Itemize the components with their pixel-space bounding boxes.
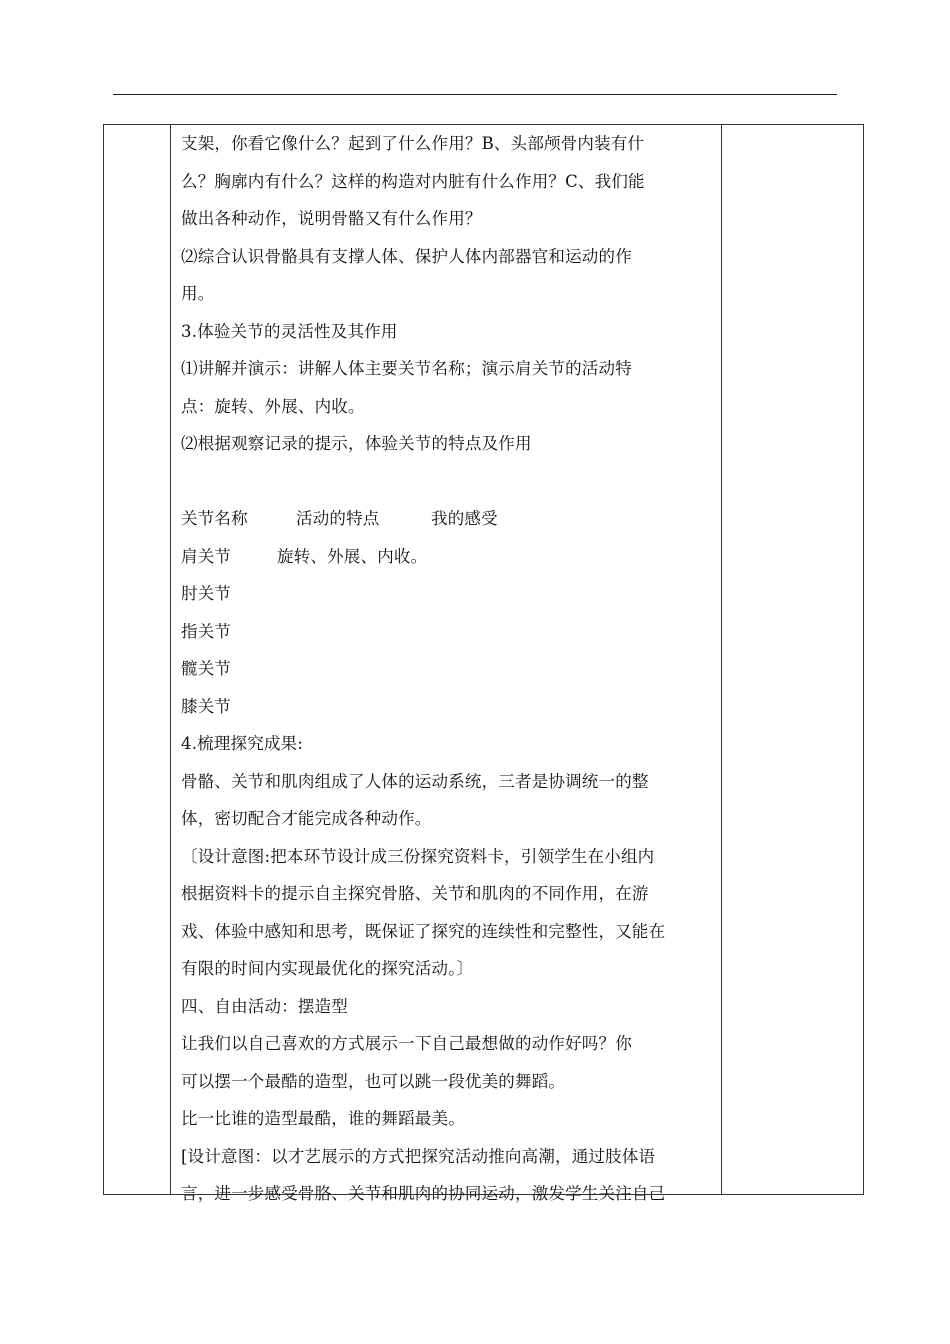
joint-feature: 旋转、外展、内收。 xyxy=(277,546,428,566)
joint-name: 肩关节 xyxy=(181,546,232,566)
text-line: 支架，你看它像什么？起到了什么作用？B、头部颅骨内装有什 xyxy=(181,134,645,153)
joint-row xyxy=(181,688,721,726)
text-line: ⑴讲解并演示：讲解人体主要关节名称；演示肩关节的活动特 xyxy=(181,359,632,378)
design-intent-line: 有限的时间内实现最优化的探究活动。〕 xyxy=(181,959,474,978)
column-divider-right xyxy=(721,125,722,1194)
text-line: ⑵综合认识骨骼具有支撑人体、保护人体内部器官和运动的作 xyxy=(181,246,632,266)
lesson-content-cell xyxy=(181,125,721,1213)
joint-name: 肘关节 xyxy=(181,584,232,603)
column-divider-left xyxy=(170,125,171,1194)
text-line: 可以摆一个最酷的造型，也可以跳一段优美的舞蹈。 xyxy=(181,1071,566,1091)
header-joint-name: 关节名称 xyxy=(181,509,248,528)
header-feeling: 我的感受 xyxy=(431,509,498,528)
design-intent-line: 〔设计意图:把本环节设计成三份探究资料卡，引领学生在小组内 xyxy=(181,846,655,866)
design-intent-line: 根据资料卡的提示自主探究骨胳、关节和肌肉的不同作用，在游 xyxy=(181,884,649,903)
text-line: ⑵根据观察记录的提示，体验关节的特点及作用 xyxy=(181,434,532,453)
joint-row xyxy=(181,613,721,651)
blank-line xyxy=(181,463,721,501)
design-intent-line: 言，进一步感受骨胳、关节和肌肉的协同运动，激发学生关注自己 xyxy=(181,1184,666,1203)
text-line: 用。 xyxy=(181,284,215,303)
joint-row xyxy=(181,538,721,576)
text-line: 骨骼、关节和肌肉组成了人体的运动系统，三者是协调统一的整 xyxy=(181,771,649,791)
section-heading: 四、自由活动：摆造型 xyxy=(181,996,348,1016)
section-heading: 3.体验关节的灵活性及其作用 xyxy=(181,321,398,341)
joint-row xyxy=(181,575,721,613)
section-heading: 4.梳理探究成果: xyxy=(181,734,304,753)
joint-table-header xyxy=(181,500,721,538)
text-line: 做出各种动作，说明骨骼又有什么作用？ xyxy=(181,209,482,228)
text-line: 比一比谁的造型最酷，谁的舞蹈最美。 xyxy=(181,1109,465,1128)
header-rule xyxy=(113,94,837,95)
text-line: 点：旋转、外展、内收。 xyxy=(181,396,365,416)
joint-name: 髋关节 xyxy=(181,659,232,678)
header-feature: 活动的特点 xyxy=(296,509,380,528)
text-line: 让我们以自己喜欢的方式展示一下自己最想做的动作好吗？你 xyxy=(181,1034,632,1053)
joint-name: 指关节 xyxy=(181,621,232,641)
design-intent-line: 戏、体验中感知和思考，既保证了探究的连续性和完整性，又能在 xyxy=(181,921,666,941)
lesson-table xyxy=(103,124,864,1203)
text-line: 么？胸廓内有什么？这样的构造对内脏有什么作用？C、我们能 xyxy=(181,171,645,191)
joint-row xyxy=(181,650,721,688)
text-line: 体，密切配合才能完成各种动作。 xyxy=(181,809,432,828)
joint-name: 膝关节 xyxy=(181,696,232,716)
design-intent-line: [设计意图：以才艺展示的方式把探究活动推向高潮，通过肢体语 xyxy=(181,1146,656,1166)
